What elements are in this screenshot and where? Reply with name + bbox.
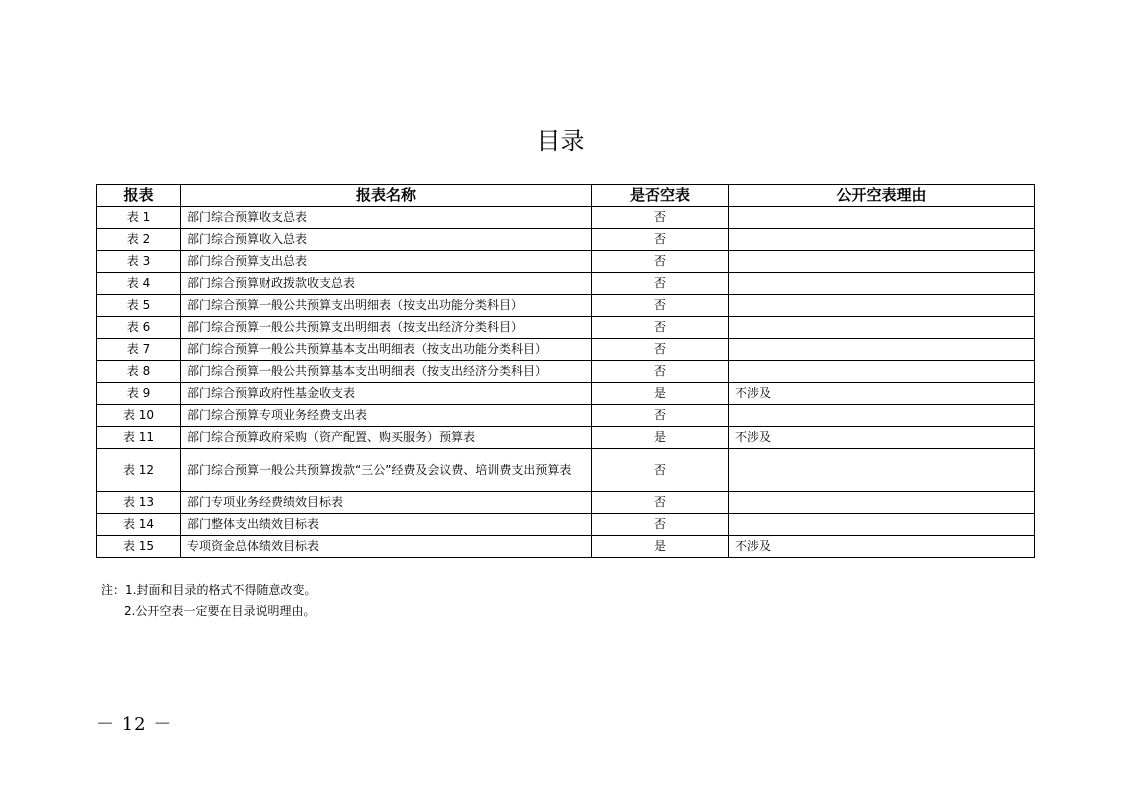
report-name: 部门综合预算支出总表 xyxy=(181,251,592,273)
empty-reason xyxy=(729,317,1035,339)
report-name: 部门综合预算一般公共预算拨款“三公”经费及会议费、培训费支出预算表 xyxy=(181,449,592,492)
table-row xyxy=(97,317,1035,339)
is-empty: 否 xyxy=(592,339,729,361)
table-row xyxy=(97,251,1035,273)
is-empty: 否 xyxy=(592,317,729,339)
report-name: 部门综合预算政府性基金收支表 xyxy=(181,383,592,405)
report-id: 表 13 xyxy=(97,492,181,514)
empty-reason xyxy=(729,449,1035,492)
table-row xyxy=(97,405,1035,427)
is-empty: 否 xyxy=(592,361,729,383)
report-name: 部门综合预算收支总表 xyxy=(181,207,592,229)
table-header-row xyxy=(97,185,1035,207)
is-empty: 否 xyxy=(592,207,729,229)
empty-reason xyxy=(729,229,1035,251)
table-row xyxy=(97,229,1035,251)
is-empty: 是 xyxy=(592,383,729,405)
report-id: 表 3 xyxy=(97,251,181,273)
report-id: 表 2 xyxy=(97,229,181,251)
table-row xyxy=(97,361,1035,383)
report-id: 表 9 xyxy=(97,383,181,405)
report-name: 部门综合预算收入总表 xyxy=(181,229,592,251)
is-empty: 否 xyxy=(592,449,729,492)
report-id: 表 1 xyxy=(97,207,181,229)
catalog-table xyxy=(96,184,1035,558)
empty-reason xyxy=(729,207,1035,229)
report-name: 部门综合预算财政拨款收支总表 xyxy=(181,273,592,295)
is-empty: 是 xyxy=(592,427,729,449)
report-name: 部门综合预算一般公共预算支出明细表（按支出经济分类科目） xyxy=(181,317,592,339)
is-empty: 否 xyxy=(592,492,729,514)
report-name: 部门专项业务经费绩效目标表 xyxy=(181,492,592,514)
report-id: 表 5 xyxy=(97,295,181,317)
table-row xyxy=(97,492,1035,514)
is-empty: 否 xyxy=(592,273,729,295)
report-id: 表 4 xyxy=(97,273,181,295)
empty-reason xyxy=(729,361,1035,383)
table-row xyxy=(97,273,1035,295)
table-row xyxy=(97,383,1035,405)
report-id: 表 6 xyxy=(97,317,181,339)
notes xyxy=(101,580,316,622)
note-line-2: 2.公开空表一定要在目录说明理由。 xyxy=(124,604,316,618)
report-name: 部门综合预算政府采购（资产配置、购买服务）预算表 xyxy=(181,427,592,449)
table-row xyxy=(97,427,1035,449)
note-line-1: 注：1.封面和目录的格式不得随意改变。 xyxy=(101,583,317,597)
is-empty: 否 xyxy=(592,229,729,251)
report-name: 部门整体支出绩效目标表 xyxy=(181,514,592,536)
report-id: 表 8 xyxy=(97,361,181,383)
report-name: 部门综合预算一般公共预算支出明细表（按支出功能分类科目） xyxy=(181,295,592,317)
page-number: － 12 － xyxy=(96,714,173,735)
empty-reason xyxy=(729,273,1035,295)
report-id: 表 7 xyxy=(97,339,181,361)
header-report-id: 报表 xyxy=(97,185,181,207)
report-id: 表 12 xyxy=(97,449,181,492)
header-empty-reason: 公开空表理由 xyxy=(729,185,1035,207)
is-empty: 否 xyxy=(592,514,729,536)
empty-reason: 不涉及 xyxy=(729,427,1035,449)
header-is-empty: 是否空表 xyxy=(592,185,729,207)
report-name: 部门综合预算一般公共预算基本支出明细表（按支出功能分类科目） xyxy=(181,339,592,361)
empty-reason: 不涉及 xyxy=(729,536,1035,558)
is-empty: 否 xyxy=(592,405,729,427)
is-empty: 是 xyxy=(592,536,729,558)
table-row xyxy=(97,207,1035,229)
is-empty: 否 xyxy=(592,295,729,317)
table-row xyxy=(97,339,1035,361)
report-id: 表 10 xyxy=(97,405,181,427)
header-report-name: 报表名称 xyxy=(181,185,592,207)
report-id: 表 14 xyxy=(97,514,181,536)
empty-reason xyxy=(729,339,1035,361)
empty-reason xyxy=(729,514,1035,536)
report-name: 部门综合预算一般公共预算基本支出明细表（按支出经济分类科目） xyxy=(181,361,592,383)
report-id: 表 15 xyxy=(97,536,181,558)
report-id: 表 11 xyxy=(97,427,181,449)
report-name: 部门综合预算专项业务经费支出表 xyxy=(181,405,592,427)
empty-reason xyxy=(729,251,1035,273)
table-row xyxy=(97,514,1035,536)
empty-reason: 不涉及 xyxy=(729,383,1035,405)
is-empty: 否 xyxy=(592,251,729,273)
empty-reason xyxy=(729,405,1035,427)
empty-reason xyxy=(729,492,1035,514)
empty-reason xyxy=(729,295,1035,317)
table-row xyxy=(97,295,1035,317)
table-row xyxy=(97,536,1035,558)
page-title: 目录 xyxy=(536,127,585,155)
table-row xyxy=(97,449,1035,492)
report-name: 专项资金总体绩效目标表 xyxy=(181,536,592,558)
